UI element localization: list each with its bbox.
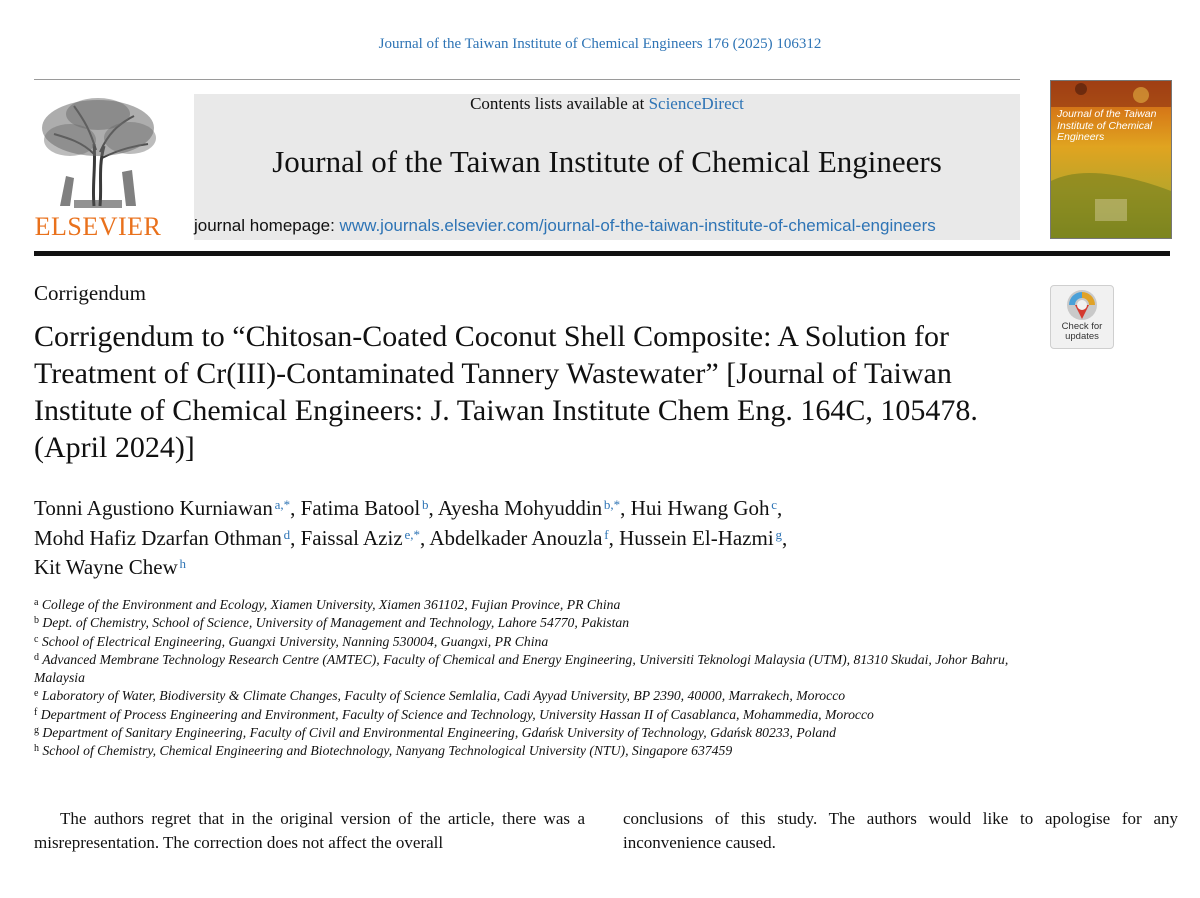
affiliation-item bbox=[34, 706, 1034, 724]
affiliation-item bbox=[34, 724, 1034, 742]
affiliation-text: Department of Sanitary Engineering, Faculty of Civil and Environmental Engineering, Gdańsk University of Technology, Gdańsk 80233, Poland bbox=[42, 725, 836, 741]
sciencedirect-link[interactable]: ScienceDirect bbox=[648, 94, 744, 113]
affiliation-text: College of the Environment and Ecology, Xiamen University, Xiamen 361102, Fujian Province, PR China bbox=[41, 597, 621, 612]
journal-reference[interactable]: Journal of the Taiwan Institute of Chemical Engineers 176 (2025) 106312 bbox=[378, 36, 822, 52]
affiliation-item bbox=[34, 651, 1034, 688]
affiliation-item bbox=[34, 596, 1034, 614]
author-affiliation-marker[interactable]: a,* bbox=[274, 497, 291, 512]
author[interactable] bbox=[301, 496, 429, 520]
author-name: Fatima Batool bbox=[300, 496, 421, 520]
author-name: Mohd Hafiz Dzarfan Othman bbox=[34, 525, 282, 550]
affiliation-text: Laboratory of Water, Biodiversity & Climate Changes, Faculty of Science Semlalia, Cadi Ayyad University, BP 2390, 40000, Marrakech, Morocco bbox=[41, 688, 846, 704]
cover-artwork bbox=[1051, 81, 1171, 238]
author[interactable] bbox=[619, 526, 782, 550]
elsevier-wordmark: ELSEVIER bbox=[34, 212, 162, 241]
affiliation-key: b bbox=[34, 615, 39, 627]
body-text-left-column: The authors regret that in the original version of the article, there was a misrepresentation. The correction does not affect the overall bbox=[34, 809, 585, 852]
affiliation-key: f bbox=[34, 706, 38, 718]
contents-prefix: Contents lists available at bbox=[470, 94, 649, 113]
affiliation-text: Advanced Membrane Technology Research Centre (AMTEC), Faculty of Chemical and Energy Engineering, Universiti Teknologi Malaysia (UTM), 81310 Skudai, Johor Bahru, Malaysia bbox=[34, 651, 1009, 686]
header-divider bbox=[34, 79, 1020, 80]
affiliation-list bbox=[34, 596, 1034, 761]
author-name: Hussein El-Hazmi bbox=[619, 525, 774, 550]
journal-title: Journal of the Taiwan Institute of Chemical Engineers bbox=[272, 144, 942, 179]
author-affiliation-marker[interactable]: h bbox=[179, 556, 186, 571]
author-affiliation-marker[interactable]: f bbox=[604, 526, 609, 542]
journal-cover-thumbnail[interactable] bbox=[1050, 80, 1172, 239]
affiliation-key: g bbox=[34, 725, 39, 737]
journal-homepage-line bbox=[194, 216, 1020, 236]
author-affiliation-marker[interactable]: d bbox=[283, 526, 291, 542]
author[interactable] bbox=[34, 526, 290, 550]
article-type: Corrigendum bbox=[34, 281, 146, 305]
masthead-divider bbox=[34, 251, 1170, 256]
author-affiliation-marker[interactable]: b,* bbox=[603, 497, 621, 512]
crossmark-label-line1: Check for bbox=[1061, 321, 1103, 332]
homepage-prefix: journal homepage: bbox=[194, 216, 340, 235]
author-list: Tonni Agustiono Kurniawan $^{a,*}$, Fatima Batool $^b$, Ayesha Mohyuddin $^{b,*}$, Hui Hwang Goh $^c$, Mohd Hafiz Dzarfan Othman $^d$, Faissal Aziz $^{e,*}$, Abdelkader Anouzla $^f$, Hussein El-Hazmi $^g$, Kit Wayne Chew $^h$ bbox=[34, 496, 788, 579]
cover-title: Journal of the Taiwan Institute of Chemical Engineers bbox=[1057, 108, 1157, 143]
affiliation-key: h bbox=[34, 743, 39, 755]
crossmark-label bbox=[1050, 322, 1114, 342]
affiliation-key: e bbox=[34, 688, 39, 700]
author-name: Faissal Aziz bbox=[300, 525, 403, 550]
article-title: Corrigendum to “Chitosan-Coated Coconut Shell Composite: A Solution for Treatment of Cr(III)-Contaminated Tannery Wastewater” [Journal of Taiwan Institute of Chemical Engineers: J. Taiwan Institute Chem Eng. 164C, 105478. (April 2024)] bbox=[34, 320, 978, 464]
author[interactable] bbox=[34, 496, 290, 520]
affiliation-text: Dept. of Chemistry, School of Science, University of Management and Technology, Lahore 54770, Pakistan bbox=[42, 615, 630, 631]
author[interactable] bbox=[631, 496, 777, 520]
author-name: Kit Wayne Chew bbox=[34, 555, 178, 579]
author-affiliation-marker[interactable]: c bbox=[771, 497, 778, 512]
author-name: Abdelkader Anouzla bbox=[429, 525, 603, 550]
affiliation-key: d bbox=[34, 651, 39, 663]
body-text-right-column: conclusions of this study. The authors would like to apologise for any inconvenience caused. bbox=[623, 809, 1178, 852]
affiliation-item bbox=[34, 742, 1034, 760]
affiliation-key: c bbox=[34, 633, 39, 645]
affiliation-key: a bbox=[34, 597, 39, 608]
affiliation-item bbox=[34, 614, 1034, 632]
affiliation-text: School of Electrical Engineering, Guangxi University, Nanning 530004, Guangxi, PR China bbox=[41, 633, 549, 649]
author-affiliation-marker[interactable]: g bbox=[775, 526, 782, 542]
author[interactable] bbox=[429, 526, 608, 550]
author-name: Ayesha Mohyuddin bbox=[437, 496, 603, 520]
author-name: Hui Hwang Goh bbox=[630, 496, 770, 520]
author-affiliation-marker[interactable]: e,* bbox=[404, 526, 420, 542]
contents-available-line bbox=[194, 94, 1020, 114]
author[interactable] bbox=[34, 555, 186, 579]
author-name: Tonni Agustiono Kurniawan bbox=[34, 496, 273, 520]
affiliation-text: School of Chemistry, Chemical Engineering and Biotechnology, Nanyang Technological University (NTU), Singapore 637459 bbox=[42, 743, 733, 759]
affiliation-item bbox=[34, 687, 1034, 705]
author-affiliation-marker[interactable]: b bbox=[422, 497, 429, 512]
affiliation-item bbox=[34, 633, 1034, 651]
homepage-link[interactable]: www.journals.elsevier.com/journal-of-the-taiwan-institute-of-chemical-engineers bbox=[339, 216, 936, 235]
crossmark-label-line2: updates bbox=[1065, 331, 1099, 342]
author[interactable] bbox=[301, 526, 420, 550]
crossmark-icon bbox=[1051, 288, 1113, 324]
affiliation-text: Department of Process Engineering and Environment, Faculty of Science and Technology, University Hassan II of Casablanca, Mohammedia, Morocco bbox=[40, 706, 874, 722]
author[interactable] bbox=[438, 496, 620, 520]
